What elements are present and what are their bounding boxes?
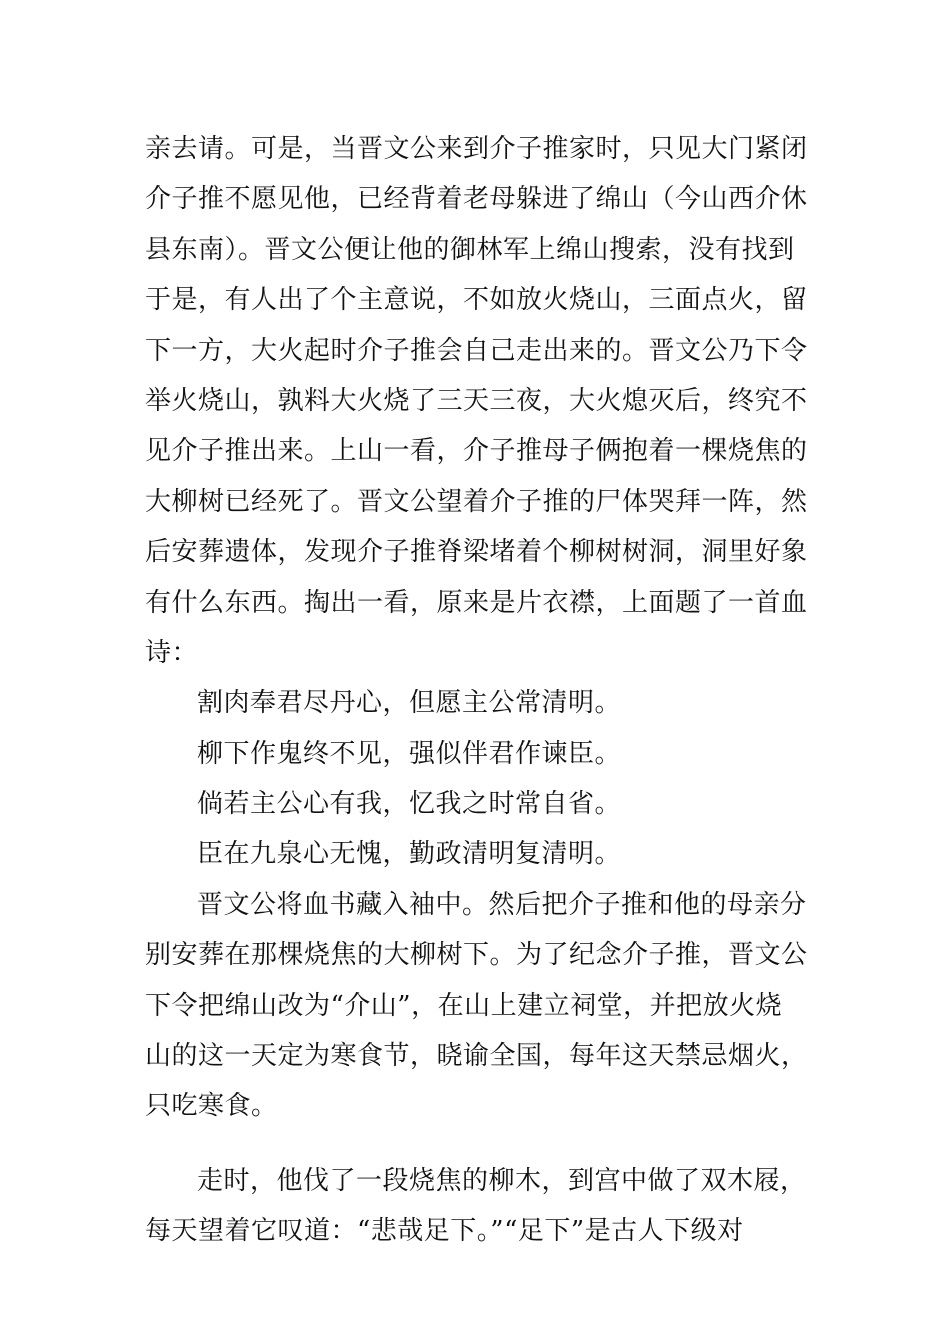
text-line: 举火烧山，孰料大火烧了三天三夜，大火熄灭后，终究不 — [145, 385, 808, 416]
text-line: 大柳树已经死了。晋文公望着介子推的尸体哭拜一阵，然 — [145, 486, 808, 517]
paragraph-1 — [145, 124, 810, 678]
blood-poem — [145, 678, 810, 880]
text-line: 后安葬遗体，发现介子推脊梁堵着个柳树树洞，洞里好象 — [145, 537, 808, 568]
text-line: 县东南）。晋文公便让他的御林军上绵山搜索，没有找到 — [145, 234, 795, 265]
text-line: 山的这一天定为寒食节，晓谕全国，每年这天禁忌烟火， — [145, 1041, 808, 1072]
text-line: 亲去请。可是，当晋文公来到介子推家时，只见大门紧闭 — [145, 134, 808, 164]
text-line: 晋文公将血书藏入袖中。然后把介子推和他的母亲分 — [197, 889, 807, 920]
text-line: 每天望着它叹道：“悲哉足下。”“足下”是古人下级对 — [145, 1216, 744, 1247]
text-line: 有什么东西。掏出一看，原来是片衣襟，上面题了一首血 — [145, 587, 808, 618]
poem-line: 割肉奉君尽丹心，但愿主公常清明。 — [197, 688, 622, 719]
text-line: 只吃寒食。 — [145, 1091, 278, 1122]
text-line: 介子推不愿见他，已经背着老母躲进了绵山（今山西介休 — [145, 184, 808, 215]
text-line: 见介子推出来。上山一看，介子推母子俩抱着一棵烧焦的 — [145, 436, 808, 467]
text-line: 下令把绵山改为“介山”，在山上建立祠堂，并把放火烧 — [145, 990, 783, 1021]
poem-line: 臣在九泉心无愧，勤政清明复清明。 — [197, 839, 622, 870]
document-body — [145, 124, 810, 1257]
poem-line: 倘若主公心有我，忆我之时常自省。 — [197, 789, 622, 820]
text-line: 走时，他伐了一段烧焦的柳木，到宫中做了双木屐， — [197, 1165, 807, 1196]
poem-line: 柳下作鬼终不见，强似伴君作谏臣。 — [197, 738, 622, 769]
paragraph-2 — [145, 880, 810, 1132]
text-line: 于是，有人出了个主意说，不如放火烧山，三面点火，留 — [145, 285, 808, 316]
paragraph-3 — [145, 1156, 810, 1257]
text-line: 别安葬在那棵烧焦的大柳树下。为了纪念介子推，晋文公 — [145, 940, 808, 971]
text-line: 下一方，大火起时介子推会自己走出来的。晋文公乃下令 — [145, 335, 808, 366]
paragraph-spacing — [145, 1132, 810, 1156]
text-line: 诗： — [145, 637, 199, 668]
